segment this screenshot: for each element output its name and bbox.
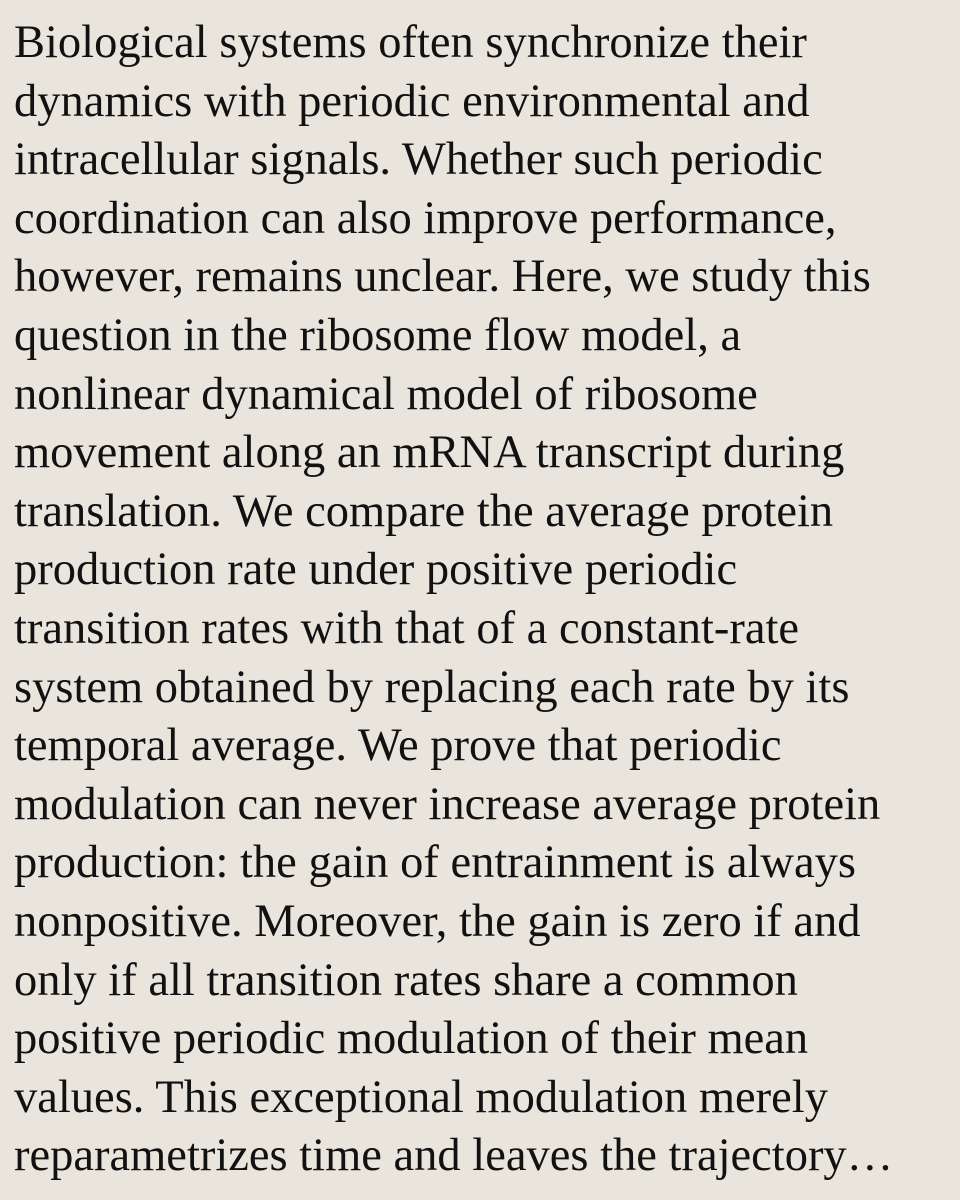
abstract-line: system obtained by replacing each rate by its [14,661,850,713]
abstract-line: values. This exceptional modulation merely [14,1071,828,1123]
abstract-line: translation. We compare the average protein [14,485,834,537]
abstract-text [14,14,950,1186]
abstract-line: production: the gain of entrainment is always [14,837,856,889]
abstract-line: transition rates with that of a constant-rate [14,602,800,654]
abstract-line: dynamics with periodic environmental and [14,75,810,127]
abstract-line: question in the ribosome flow model, a [14,309,742,361]
abstract-line: temporal average. We prove that periodic [14,720,782,772]
abstract-line: Biological systems often synchronize their [14,17,807,68]
abstract-line: nonlinear dynamical model of ribosome [14,368,758,420]
abstract-line: however, remains unclear. Here, we study this [14,251,871,303]
abstract-line: only if all transition rates share a common [14,954,798,1006]
abstract-line: reparametrizes time and leaves the trajectory… [14,1130,894,1182]
abstract-line: nonpositive. Moreover, the gain is zero if and [14,895,861,947]
abstract-line: coordination can also improve performance, [14,192,837,244]
abstract-line: intracellular signals. Whether such periodic [14,134,823,186]
abstract-line: movement along an mRNA transcript during [14,427,845,479]
abstract-line: modulation can never increase average protein [14,778,881,830]
abstract-line: production rate under positive periodic [14,544,738,596]
abstract-line: positive periodic modulation of their mean [14,1013,809,1065]
